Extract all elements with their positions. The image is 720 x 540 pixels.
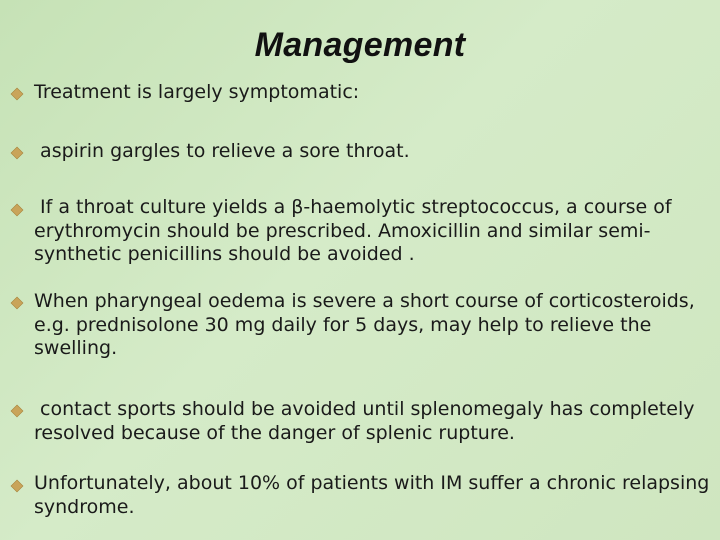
bullet-text: aspirin gargles to relieve a sore throat. bbox=[34, 140, 410, 162]
bullet-text: Treatment is largely symptomatic: bbox=[34, 81, 360, 103]
diamond-bullet-icon bbox=[10, 87, 24, 101]
diamond-bullet-icon bbox=[10, 296, 24, 310]
slide-title: Management bbox=[254, 26, 466, 64]
diamond-bullet-icon bbox=[10, 404, 24, 418]
bullet-text: If a throat culture yields a β-haemolytic streptococcus, a course of erythromycin should be prescribed. Amoxicillin and similar semi-synthetic penicillins should be avoided . bbox=[34, 196, 678, 265]
diamond-bullet-icon bbox=[10, 146, 24, 160]
diamond-bullet-icon bbox=[10, 479, 24, 493]
bullet-text: contact sports should be avoided until splenomegaly has completely resolved because of the danger of splenic rupture. bbox=[34, 398, 701, 444]
diamond-bullet-icon bbox=[10, 203, 24, 217]
bullet-text: Unfortunately, about 10% of patients with IM suffer a chronic relapsing syndrome. bbox=[34, 472, 716, 518]
bullet-text: When pharyngeal oedema is severe a short course of corticosteroids, e.g. prednisolone 30 mg daily for 5 days, may help to relieve the swelling. bbox=[34, 290, 701, 359]
